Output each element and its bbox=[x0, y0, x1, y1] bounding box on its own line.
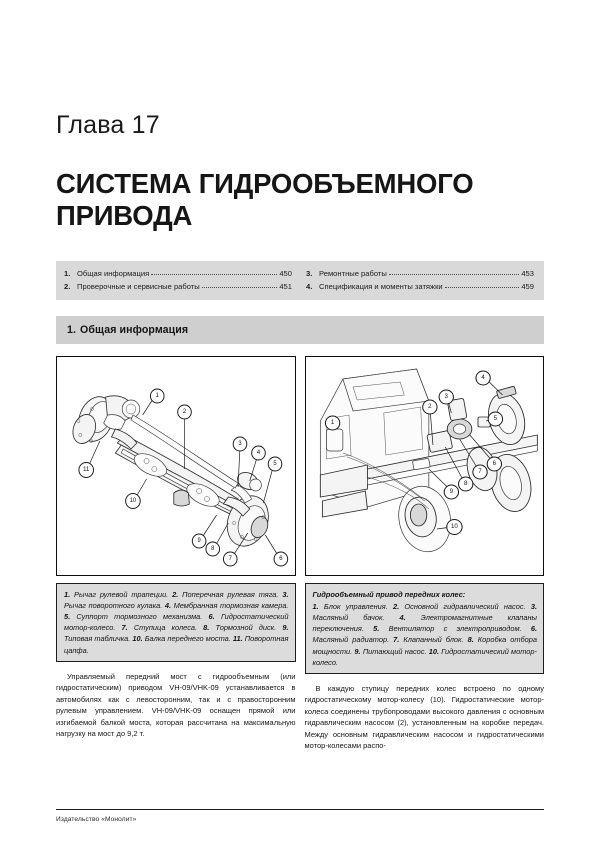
caption-item-label: Коробка отбора мощности. bbox=[312, 635, 537, 656]
caption-item-number: 1. bbox=[64, 589, 71, 599]
caption-item-number: 9. bbox=[354, 646, 361, 656]
caption-item-number: 11. bbox=[232, 634, 243, 644]
caption-item-label: Блок управления. bbox=[318, 602, 394, 612]
figure-caption-right bbox=[305, 583, 545, 674]
caption-item-number: 6. bbox=[530, 624, 538, 634]
svg-text:8: 8 bbox=[463, 481, 467, 487]
chapter-contents bbox=[56, 261, 544, 300]
callout-8 bbox=[206, 542, 220, 556]
caption-item-label: Гидростатический мотор-колесо. bbox=[312, 646, 537, 667]
section-title: Общая информация bbox=[80, 323, 189, 336]
contents-leader bbox=[445, 282, 520, 288]
caption-item-label: Питающий насос. bbox=[360, 646, 429, 656]
callout-10 bbox=[126, 493, 141, 508]
contents-entry-page: 459 bbox=[521, 281, 534, 291]
callout-3 bbox=[439, 390, 453, 404]
callout-4 bbox=[475, 371, 489, 385]
caption-item-label: Масляный радиатор. bbox=[312, 635, 394, 645]
contents-entry-number: 4. bbox=[306, 281, 313, 291]
svg-text:8: 8 bbox=[211, 545, 215, 553]
caption-item-number: 5. bbox=[64, 612, 71, 622]
contents-leader bbox=[151, 269, 277, 275]
contents-entry-page: 451 bbox=[279, 281, 292, 291]
caption-item-label: Поворотная цапфа. bbox=[64, 634, 289, 655]
caption-item-label: Рычаг поворотного кулака. bbox=[64, 601, 165, 611]
caption-item-label: Типовая табличка. bbox=[64, 634, 133, 644]
callout-7 bbox=[472, 465, 486, 479]
caption-item-number: 4. bbox=[164, 601, 172, 611]
caption-item-label: Электромагнитные клапаны переключения. bbox=[312, 613, 537, 634]
callout-4 bbox=[252, 446, 266, 460]
column-right bbox=[305, 356, 545, 760]
caption-item-number: 7. bbox=[393, 635, 400, 645]
caption-item-label: Вентилятор с электроприводом. bbox=[379, 624, 531, 634]
svg-text:7: 7 bbox=[228, 555, 232, 563]
caption-item-number: 10. bbox=[428, 646, 440, 656]
caption-item-number: 7. bbox=[121, 623, 128, 633]
caption-item-number: 2. bbox=[172, 589, 179, 599]
callout-8 bbox=[458, 477, 472, 491]
callout-1 bbox=[150, 389, 164, 403]
caption-item-number: 6. bbox=[208, 612, 215, 622]
caption-item-number: 2. bbox=[393, 602, 400, 612]
contents-entry-number: 1. bbox=[64, 269, 71, 279]
caption-text-right bbox=[313, 602, 538, 667]
contents-entry-page: 450 bbox=[279, 269, 292, 279]
column-left bbox=[56, 356, 296, 760]
caption-item-number: 1. bbox=[312, 602, 319, 612]
svg-text:6: 6 bbox=[279, 555, 283, 563]
svg-text:6: 6 bbox=[492, 461, 496, 467]
contents-column-right bbox=[306, 268, 534, 293]
caption-item-number: 9. bbox=[282, 623, 289, 633]
svg-text:5: 5 bbox=[493, 416, 497, 422]
contents-entry[interactable] bbox=[64, 281, 292, 293]
caption-item-label: Рычаг рулевой трапеции. bbox=[70, 589, 173, 599]
figure-row bbox=[56, 356, 544, 760]
svg-text:9: 9 bbox=[197, 537, 201, 545]
section-header bbox=[56, 316, 544, 344]
contents-entry-number: 3. bbox=[306, 269, 313, 279]
contents-entry-number: 2. bbox=[64, 281, 71, 291]
caption-item-label: Масляный бачок. bbox=[312, 613, 400, 623]
callout-5 bbox=[268, 457, 282, 471]
contents-entry-label: Спецификация и моменты затяжки bbox=[319, 281, 443, 291]
callout-10 bbox=[446, 519, 461, 534]
contents-entry[interactable] bbox=[306, 281, 534, 293]
contents-column-left bbox=[64, 268, 292, 293]
caption-text-left bbox=[64, 590, 289, 655]
caption-item-label: Поперечная рулевая тяга. bbox=[178, 589, 283, 599]
svg-text:9: 9 bbox=[449, 489, 453, 495]
svg-text:7: 7 bbox=[477, 469, 482, 475]
contents-entry-page: 453 bbox=[521, 269, 534, 279]
svg-text:10: 10 bbox=[129, 497, 137, 505]
svg-text:11: 11 bbox=[83, 466, 90, 474]
caption-item-label: Балка переднего моста. bbox=[142, 634, 233, 644]
svg-text:5: 5 bbox=[273, 460, 277, 468]
section-number: 1. bbox=[67, 323, 77, 336]
contents-entry-label: Проверочные и сервисные работы bbox=[77, 281, 200, 291]
svg-text:1: 1 bbox=[330, 420, 334, 426]
contents-entry-label: Ремонтные работы bbox=[319, 269, 387, 279]
contents-entry[interactable] bbox=[64, 268, 292, 280]
footer-divider bbox=[56, 809, 544, 810]
callout-2 bbox=[178, 405, 192, 419]
callout-6 bbox=[274, 552, 288, 566]
caption-item-number: 8. bbox=[203, 623, 210, 633]
svg-text:2: 2 bbox=[427, 404, 432, 410]
callout-11 bbox=[79, 462, 94, 477]
contents-leader bbox=[389, 269, 519, 275]
caption-item-number: 8. bbox=[467, 635, 474, 645]
callout-2 bbox=[422, 400, 436, 414]
body-paragraph-left: Управляемый передний мост с гидрообъемным (или гидростатическим) приводом VH-09/VHK-09 устанавливается в автомобилях как с левосторонним, так и с правосторонним рулевым управлением. VH-09/VHK-09 оснащен прямой или изгибаемой балкой моста, которая рассчитана на максимальную нагрузку на мост до 9,2 т. bbox=[56, 671, 296, 739]
caption-item-label: Суппорт тормозного механизма. bbox=[70, 612, 209, 622]
callout-7 bbox=[223, 552, 237, 566]
callout-5 bbox=[488, 412, 502, 426]
svg-text:2: 2 bbox=[182, 408, 187, 416]
chapter-label: Глава 17 bbox=[56, 111, 160, 139]
callout-3 bbox=[233, 437, 247, 451]
svg-text:3: 3 bbox=[238, 440, 242, 448]
caption-item-number: 3. bbox=[282, 589, 289, 599]
page-title: СИСТЕМА ГИДРООБЪЕМНОГО ПРИВОДА bbox=[56, 167, 474, 231]
caption-item-label: Мембранная тормозная камера. bbox=[171, 601, 289, 611]
caption-item-label: Гидростатический мотор-колесо. bbox=[64, 612, 289, 633]
caption-heading-right: Гидрообъемный привод передних колес: bbox=[312, 589, 466, 599]
caption-item-label: Ступица колеса. bbox=[127, 623, 204, 633]
contents-leader bbox=[202, 282, 278, 288]
publisher-label: Издательство «Монолит» bbox=[56, 816, 137, 823]
callout-9 bbox=[192, 534, 206, 548]
figure-front-axle bbox=[56, 356, 296, 576]
callout-6 bbox=[487, 457, 501, 471]
svg-text:4: 4 bbox=[480, 375, 485, 381]
caption-item-number: 5. bbox=[373, 624, 380, 634]
caption-item-number: 10. bbox=[132, 634, 143, 644]
figure-caption-left bbox=[56, 583, 296, 662]
callout-1 bbox=[325, 416, 339, 430]
caption-item-number: 4. bbox=[399, 613, 406, 623]
svg-text:4: 4 bbox=[256, 449, 261, 457]
page-footer bbox=[56, 809, 544, 823]
caption-item-number: 3. bbox=[530, 602, 538, 612]
svg-text:1: 1 bbox=[155, 392, 159, 400]
svg-text:10: 10 bbox=[450, 524, 458, 530]
callout-9 bbox=[444, 485, 458, 499]
figure-hydrostatic-drive bbox=[305, 356, 545, 576]
contents-entry[interactable] bbox=[306, 268, 534, 280]
caption-item-label: Тормозной диск. bbox=[209, 623, 283, 633]
contents-entry-label: Общая информация bbox=[77, 269, 150, 279]
body-paragraph-right: В каждую ступицу передних колес встроено по одному гидростатическому мотор-колесу (10). Гидростатические мотор-колеса соединены трубопроводами высокого давления с основным гидравлическим насосом (2), установленным на коробке передач. Между основным гидравлическим насосом и гидростатическими мотор-колесами распо- bbox=[304, 683, 544, 751]
caption-item-label: Клапанный блок. bbox=[399, 635, 468, 645]
svg-text:3: 3 bbox=[444, 394, 448, 400]
caption-item-label: Основной гидравлический насос. bbox=[399, 602, 531, 612]
